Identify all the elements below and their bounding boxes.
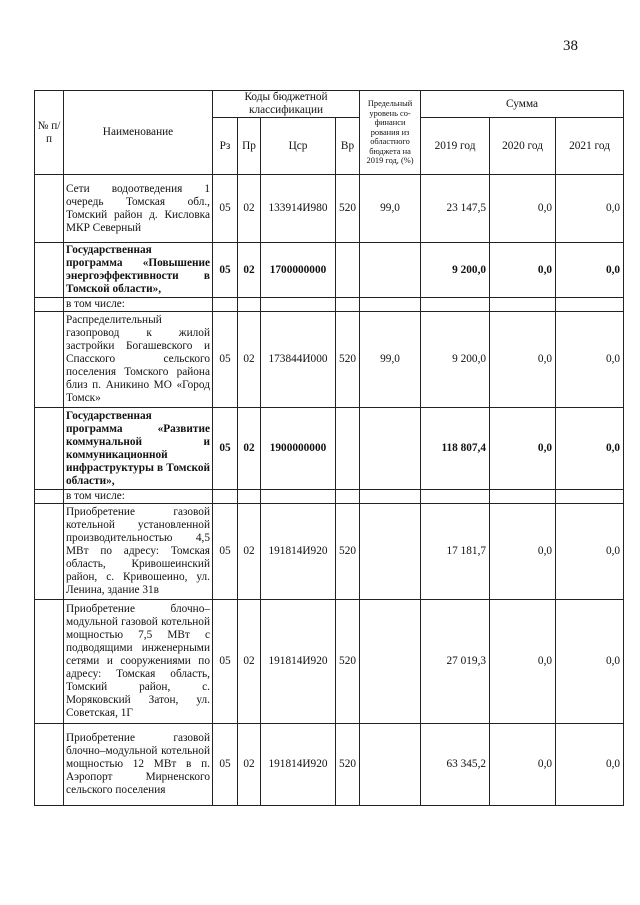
table-row [35, 504, 624, 600]
row-num [35, 243, 64, 298]
row-limit [360, 490, 421, 504]
row-limit [360, 298, 421, 312]
budget-table [34, 90, 624, 806]
row-pr: 02 [238, 243, 261, 298]
row-rz [213, 298, 238, 312]
row-2020: 0,0 [490, 724, 556, 806]
row-2021: 0,0 [556, 243, 624, 298]
row-vr [336, 408, 360, 490]
row-num [35, 175, 64, 243]
row-csr: 133914И980 [261, 175, 336, 243]
row-2021: 0,0 [556, 600, 624, 724]
row-2019: 23 147,5 [421, 175, 490, 243]
header-sum: Сумма [421, 91, 624, 118]
row-csr: 1700000000 [261, 243, 336, 298]
row-2020: 0,0 [490, 504, 556, 600]
row-limit: 99,0 [360, 175, 421, 243]
row-name: Приобретение газовой блочно–модульной котельной мощностью 12 МВт в п. Аэропорт Мирненского сельского поселения [64, 724, 213, 806]
row-num [35, 312, 64, 408]
row-limit [360, 243, 421, 298]
row-rz: 05 [213, 724, 238, 806]
table-row [35, 243, 624, 298]
row-num [35, 504, 64, 600]
row-pr [238, 490, 261, 504]
row-limit [360, 600, 421, 724]
row-2020: 0,0 [490, 243, 556, 298]
row-limit: 99,0 [360, 312, 421, 408]
row-vr [336, 298, 360, 312]
row-2019: 9 200,0 [421, 312, 490, 408]
row-csr: 191814И920 [261, 724, 336, 806]
row-pr: 02 [238, 312, 261, 408]
row-rz: 05 [213, 504, 238, 600]
row-2019 [421, 490, 490, 504]
row-name: в том числе: [64, 298, 213, 312]
table-row [35, 312, 624, 408]
row-2021 [556, 298, 624, 312]
row-limit [360, 724, 421, 806]
row-num [35, 298, 64, 312]
row-rz: 05 [213, 175, 238, 243]
row-num [35, 724, 64, 806]
row-2020: 0,0 [490, 600, 556, 724]
row-vr [336, 490, 360, 504]
row-num [35, 408, 64, 490]
header-limit: Предельный уровень со-финанси рования из областного бюджета на 2019 год, (%) [360, 91, 421, 175]
row-rz: 05 [213, 243, 238, 298]
row-2020: 0,0 [490, 408, 556, 490]
row-pr: 02 [238, 504, 261, 600]
row-limit [360, 408, 421, 490]
row-2019: 63 345,2 [421, 724, 490, 806]
header-vr: Вр [336, 118, 360, 175]
row-csr [261, 298, 336, 312]
row-2020 [490, 490, 556, 504]
row-2021: 0,0 [556, 408, 624, 490]
row-2020: 0,0 [490, 312, 556, 408]
row-pr: 02 [238, 724, 261, 806]
row-vr: 520 [336, 724, 360, 806]
row-name: Приобретение блочно–модульной газовой котельной мощностью 7,5 МВт с подводящими инженерными сетями и сооружениями по адресу: Томская область, Томский район, с. Моряковский Затон, ул. Советская, 1Г [64, 600, 213, 724]
row-csr: 173844И000 [261, 312, 336, 408]
row-name: Приобретение газовой котельной установленной производительностью 4,5 МВт по адресу: Томская область, Кривошеинский район, с. Кривошеино, ул. Ленина, здание 31в [64, 504, 213, 600]
row-csr: 191814И920 [261, 504, 336, 600]
row-2021 [556, 490, 624, 504]
row-vr: 520 [336, 312, 360, 408]
header-num: № п/п [35, 91, 64, 175]
row-2020 [490, 298, 556, 312]
row-csr [261, 490, 336, 504]
table-row [35, 408, 624, 490]
table-row [35, 298, 624, 312]
row-name: в том числе: [64, 490, 213, 504]
row-pr: 02 [238, 408, 261, 490]
header-name: Наименование [64, 91, 213, 175]
row-2019 [421, 298, 490, 312]
row-pr [238, 298, 261, 312]
header-rz: Рз [213, 118, 238, 175]
header-csr: Цср [261, 118, 336, 175]
row-rz [213, 490, 238, 504]
header-codes: Коды бюджетной классификации [213, 91, 360, 118]
row-rz: 05 [213, 408, 238, 490]
row-2019: 118 807,4 [421, 408, 490, 490]
row-name: Распределительный газопровод к жилой застройки Богашевского и Спасского сельского поселения Томского района близ п. Аникино МО «Город Томск» [64, 312, 213, 408]
row-vr: 520 [336, 600, 360, 724]
row-2019: 27 019,3 [421, 600, 490, 724]
row-rz: 05 [213, 312, 238, 408]
row-2019: 9 200,0 [421, 243, 490, 298]
row-csr: 191814И920 [261, 600, 336, 724]
row-2020: 0,0 [490, 175, 556, 243]
row-2021: 0,0 [556, 504, 624, 600]
header-2021: 2021 год [556, 118, 624, 175]
row-pr: 02 [238, 175, 261, 243]
header-2019: 2019 год [421, 118, 490, 175]
page-number: 38 [563, 38, 578, 54]
header-pr: Пр [238, 118, 261, 175]
row-name: Сети водоотведения 1 очередь Томская обл., Томский район д. Кисловка МКР Северный [64, 175, 213, 243]
row-num [35, 600, 64, 724]
table-row [35, 490, 624, 504]
row-vr [336, 243, 360, 298]
row-vr: 520 [336, 504, 360, 600]
table-row [35, 600, 624, 724]
row-num [35, 490, 64, 504]
row-2019: 17 181,7 [421, 504, 490, 600]
row-rz: 05 [213, 600, 238, 724]
header-2020: 2020 год [490, 118, 556, 175]
row-name: Государственная программа «Повышение энергоэффективности в Томской области», [64, 243, 213, 298]
table-row [35, 724, 624, 806]
row-name: Государственная программа «Развитие коммунальной и коммуникационной инфраструктуры в Томской области», [64, 408, 213, 490]
table-row [35, 175, 624, 243]
row-2021: 0,0 [556, 312, 624, 408]
row-csr: 1900000000 [261, 408, 336, 490]
row-pr: 02 [238, 600, 261, 724]
row-2021: 0,0 [556, 724, 624, 806]
row-2021: 0,0 [556, 175, 624, 243]
row-limit [360, 504, 421, 600]
row-vr: 520 [336, 175, 360, 243]
